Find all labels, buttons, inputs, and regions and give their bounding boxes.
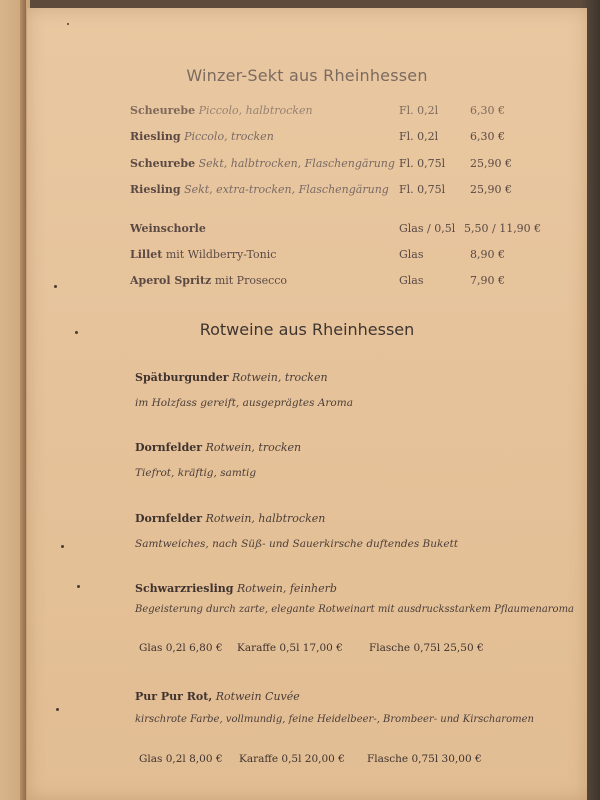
sekt-item — [27, 130, 587, 148]
wine-name-line — [135, 441, 301, 454]
item-name: Lillet — [130, 248, 163, 261]
sekt-item — [27, 157, 587, 175]
price-glas: Glas 0,2l 8,00 € — [139, 753, 223, 765]
item-price: 7,90 € — [470, 274, 505, 287]
menu-page — [26, 8, 587, 800]
item-qty: Glas — [399, 248, 424, 261]
item-qty: Fl. 0,75l — [399, 183, 446, 196]
wine-name-line — [135, 512, 325, 525]
item-desc: Piccolo, trocken — [184, 130, 274, 143]
wine-desc: Tiefrot, kräftig, samtig — [135, 467, 257, 479]
wine-desc: im Holzfass gereift, ausgeprägtes Aroma — [135, 397, 353, 409]
item-desc: Piccolo, halbtrocken — [198, 104, 313, 117]
wine-name-line — [135, 582, 337, 595]
item-price: 25,90 € — [470, 157, 512, 170]
paper-speck — [67, 23, 69, 25]
paper-speck — [56, 708, 59, 711]
wine-name-line — [135, 371, 328, 384]
drink-item — [27, 222, 587, 240]
item-name: Aperol Spritz — [130, 274, 212, 287]
price-flasche: Flasche 0,75l 30,00 € — [367, 753, 482, 765]
item-desc: Sekt, halbtrocken, Flaschengärung — [198, 157, 395, 170]
paper-speck — [75, 331, 78, 334]
item-desc: mit Wildberry-Tonic — [165, 248, 277, 261]
item-desc: mit Prosecco — [214, 274, 288, 287]
wine-desc: Samtweiches, nach Süß- und Sauerkirsche duftendes Bukett — [135, 538, 459, 550]
wine-name-line — [135, 690, 300, 703]
wine-name: Dornfelder — [135, 512, 203, 525]
paper-speck — [54, 285, 57, 288]
sekt-item — [27, 104, 587, 122]
item-name: Weinschorle — [130, 222, 206, 235]
item-qty: Fl. 0,2l — [399, 130, 439, 143]
wine-desc: kirschrote Farbe, vollmundig, feine Heidelbeer-, Brombeer- und Kirscharomen — [135, 714, 534, 725]
section-title-rotwein: Rotweine aus Rheinhessen — [199, 320, 415, 339]
wine-name: Schwarzriesling — [135, 582, 234, 595]
item-qty: Fl. 0,2l — [399, 104, 439, 117]
section-title-sekt: Winzer-Sekt aus Rheinhessen — [186, 66, 428, 85]
wine-desc: Begeisterung durch zarte, elegante Rotweinart mit ausdrucksstarkem Pflaumenaroma — [135, 604, 575, 615]
item-qty: Glas / 0,5l — [399, 222, 456, 235]
wine-name: Spätburgunder — [135, 371, 229, 384]
item-price: 8,90 € — [470, 248, 505, 261]
item-name: Scheurebe — [130, 104, 196, 117]
item-price: 6,30 € — [470, 104, 505, 117]
paper-speck — [77, 585, 80, 588]
item-qty: Fl. 0,75l — [399, 157, 446, 170]
wine-style: Rotwein, feinherb — [237, 582, 337, 595]
drink-item — [27, 274, 587, 292]
wine-name: Pur Pur Rot, — [135, 690, 213, 703]
paper-speck — [61, 545, 64, 548]
wine-name: Dornfelder — [135, 441, 203, 454]
price-glas: Glas 0,2l 6,80 € — [139, 642, 223, 654]
wine-style: Rotwein Cuvée — [215, 690, 300, 703]
item-price: 25,90 € — [470, 183, 512, 196]
wine-style: Rotwein, trocken — [205, 441, 302, 454]
item-price: 6,30 € — [470, 130, 505, 143]
price-karaffe: Karaffe 0,5l 20,00 € — [239, 753, 345, 765]
wine-style: Rotwein, trocken — [232, 371, 328, 384]
price-karaffe: Karaffe 0,5l 17,00 € — [237, 642, 343, 654]
item-price: 5,50 / 11,90 € — [464, 222, 542, 235]
wine-style: Rotwein, halbtrocken — [205, 512, 326, 525]
item-name: Scheurebe — [130, 157, 196, 170]
item-name: Riesling — [130, 130, 181, 143]
item-desc: Sekt, extra-trocken, Flaschengärung — [184, 183, 389, 196]
sekt-item — [27, 183, 587, 201]
price-flasche: Flasche 0,75l 25,50 € — [369, 642, 484, 654]
item-qty: Glas — [399, 274, 424, 287]
item-name: Riesling — [130, 183, 181, 196]
drink-item — [27, 248, 587, 266]
